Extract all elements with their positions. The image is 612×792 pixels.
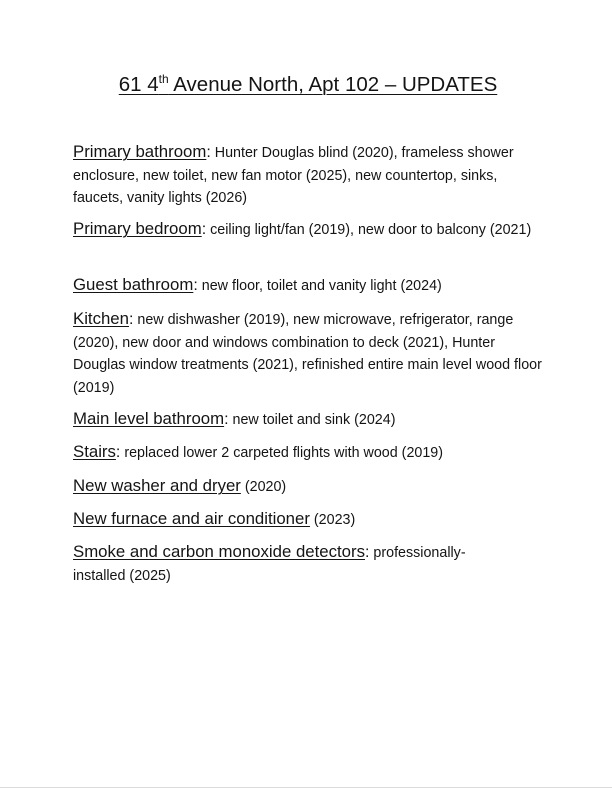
entry-separator: : [128,311,134,328]
entry-primary-bathroom [73,141,543,210]
entry-text: ceiling light/fan (2019), new door to balcony (2021) [206,222,532,238]
entry-separator: : [206,144,211,161]
entry-furnace-air-conditioner [73,508,543,532]
entry-text: (2023) [309,512,356,528]
entry-separator: : [115,444,121,461]
entry-text: new toilet and sink (2024) [228,412,396,428]
entry-heading: Primary bathroom [73,142,207,161]
entry-heading: New furnace and air conditioner [73,509,310,528]
entry-smoke-co-detectors [73,541,498,587]
entry-heading: Guest bathroom [73,275,194,294]
title-ordinal-suffix: th [158,72,169,87]
entry-heading: New washer and dryer [73,476,241,495]
entry-separator: : [193,277,198,294]
document-title [0,72,612,98]
entry-heading: Smoke and carbon monoxide detectors [73,542,365,561]
entry-text: Hunter Douglas blind (2020), frameless shower enclosure, new toilet, new fan motor (2025), new countertop, sinks, faucets, vanity lights (2026) [73,145,514,206]
entry-text: new floor, toilet and vanity light (2024) [197,278,442,294]
entry-guest-bathroom [73,274,543,298]
entry-stairs [73,441,543,465]
entry-heading: Kitchen [73,309,129,328]
entry-main-level-bathroom [73,408,543,432]
entry-washer-dryer [73,475,543,499]
title-address-number: 61 4 [118,73,159,96]
entry-kitchen [73,308,543,399]
title-address-rest: Avenue North, Apt 102 – UPDATES [168,73,498,96]
entry-heading: Primary bedroom [73,219,202,238]
entry-separator: : [201,221,207,238]
entry-text: professionally-installed (2025) [73,545,466,584]
entry-text: replaced lower 2 carpeted flights with wood (2019) [120,445,444,461]
entry-heading: Main level bathroom [73,409,225,428]
entry-text: (2020) [240,479,287,495]
entry-heading: Stairs [73,442,116,461]
page-bottom-divider [0,787,612,788]
entry-primary-bedroom [73,218,543,242]
entry-separator: : [364,544,370,561]
entry-separator: : [224,411,229,428]
entry-text: new dishwasher (2019), new microwave, refrigerator, range (2020), new door and windows combination to deck (2021), Hunter Douglas window treatments (2021), refinished entire main level wood floor (2019) [73,312,542,396]
